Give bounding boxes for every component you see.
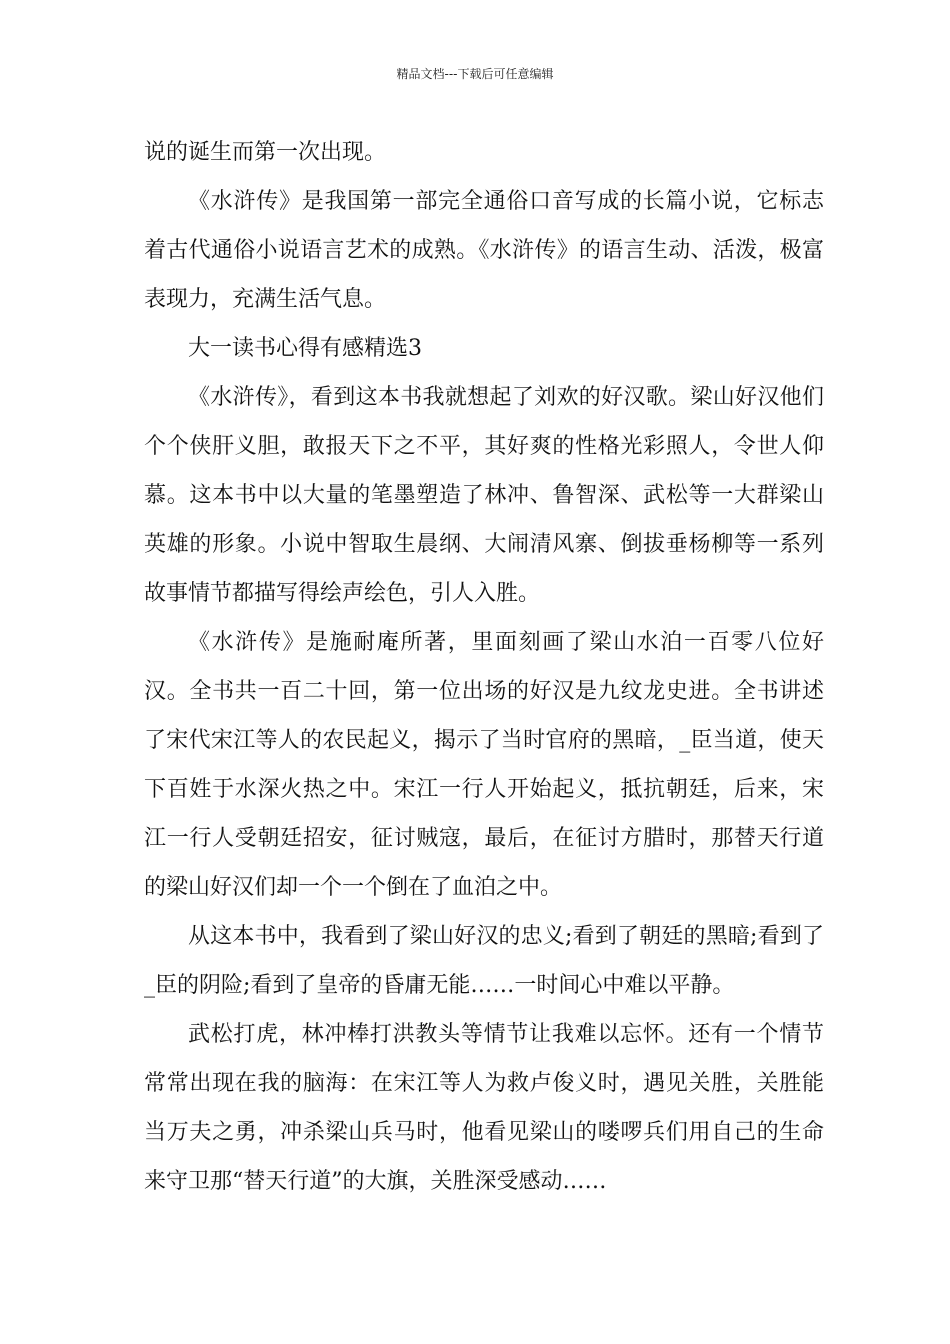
document-body	[144, 128, 824, 1206]
page-header: 精品文档---下载后可任意编辑	[396, 67, 554, 81]
paragraph-heroes-song: 《水浒传》，看到这本书我就想起了刘欢的好汉歌。梁山好汉他们个个侠肝义胆，敢报天下之不平，其好爽的性格光彩照人，令世人仰慕。这本书中以大量的笔墨塑造了林冲、鲁智深、武松等一大群梁山英雄的形象。小说中智取生晨纲、大闹清风寨、倒拔垂杨柳等一系列故事情节都描写得绘声绘色，引人入胜。	[144, 385, 824, 606]
paragraph-memorable-plot: 武松打虎，林冲棒打洪教头等情节让我难以忘怀。还有一个情节常常出现在我的脑海：在宋江等人为救卢俊义时，遇见关胜，关胜能当万夫之勇，冲杀梁山兵马时，他看见梁山的喽啰兵们用自己的生命来守卫那“替天行道”的大旗，关胜深受感动……	[144, 1022, 824, 1194]
paragraph-reflection: 从这本书中，我看到了梁山好汉的忠义;看到了朝廷的黑暗;看到了_臣的阴险;看到了皇帝的昏庸无能……一时间心中难以平静。	[144, 924, 824, 998]
paragraph-book-summary: 《水浒传》是施耐庵所著，里面刻画了梁山水泊一百零八位好汉。全书共一百二十回，第一位出场的好汉是九纹龙史进。全书讲述了宋代宋江等人的农民起义，揭示了当时官府的黑暗，_臣当道，使天下百姓于水深火热之中。宋江一行人开始起义，抵抗朝廷，后来，宋江一行人受朝廷招安，征讨贼寇，最后，在征讨方腊时，那替天行道的梁山好汉们却一个一个倒在了血泊之中。	[144, 630, 824, 900]
paragraph-continuation: 说的诞生而第一次出现。	[144, 140, 387, 165]
section-heading: 大一读书心得有感精选3	[188, 336, 422, 361]
paragraph-language-art: 《水浒传》是我国第一部完全通俗口音写成的长篇小说，它标志着古代通俗小说语言艺术的成熟。《水浒传》的语言生动、活泼，极富表现力，充满生活气息。	[144, 189, 824, 312]
